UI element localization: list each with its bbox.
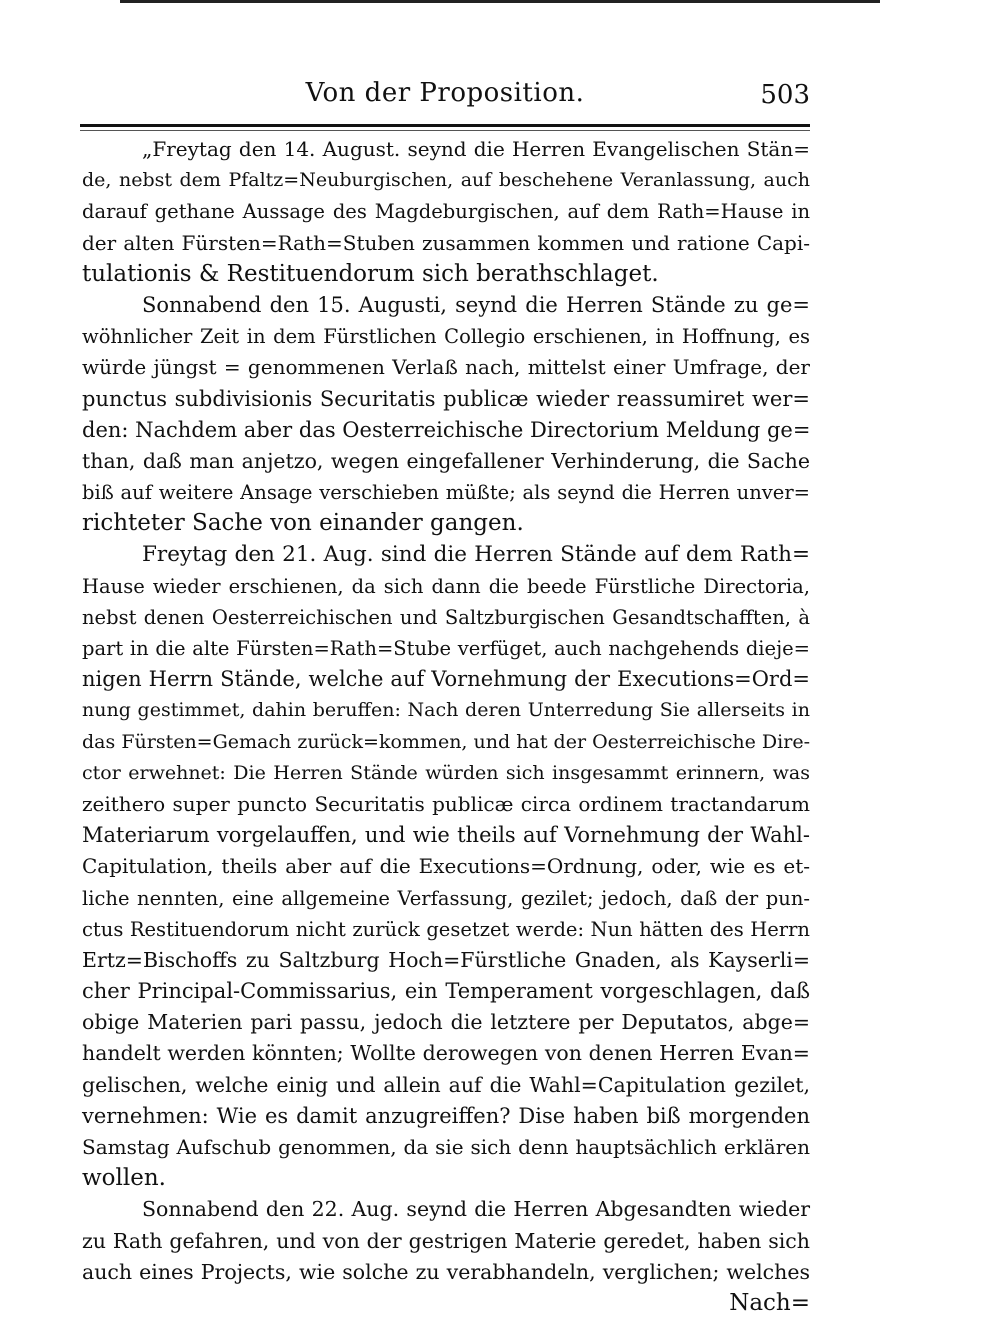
text-line: ctor erwehnet: Die Herren Stände würden sich insgesammt erinnern, was	[82, 761, 810, 784]
text-line: nung gestimmet, dahin beruffen: Nach deren Unterredung Sie allerseits in	[82, 699, 810, 722]
text-line: obige Materien pari passu, jedoch die letztere per Deputatos, abge=	[82, 1010, 810, 1035]
running-title: Von der Proposition.	[305, 78, 585, 108]
text-line: der alten Fürsten=Rath=Stuben zusammen kommen und ratione Capi-	[82, 230, 810, 255]
text-line: tulationis & Restituendorum sich berathschlaget.	[82, 260, 659, 287]
text-line: biß auf weitere Ansage verschieben müßte; als seynd die Herren unver=	[82, 481, 810, 505]
page-header	[80, 76, 810, 120]
text-line: den: Nachdem aber das Oesterreichische Directorium Meldung ge=	[82, 417, 811, 442]
text-line: Sonnabend den 15. Augusti, seynd die Herren Stände zu ge=	[142, 292, 810, 317]
header-rule	[80, 124, 810, 127]
page-number: 503	[760, 80, 810, 110]
body-text	[82, 134, 810, 1319]
text-line: das Fürsten=Gemach zurück=kommen, und hat der Oesterreichische Dire-	[82, 730, 810, 753]
text-line: liche nennten, eine allgemeine Verfassung, gezilet; jedoch, daß der pun-	[82, 886, 810, 910]
text-line: Ertz=Bischoffs zu Saltzburg Hoch=Fürstliche Gnaden, als Kayserli=	[82, 947, 810, 972]
text-line: Samstag Aufschub genommen, da sie sich denn hauptsächlich erklären	[82, 1135, 810, 1159]
text-line: Freytag den 21. Aug. sind die Herren Stände auf dem Rath=	[142, 542, 810, 568]
text-line: nigen Herrn Stände, welche auf Vornehmung der Executions=Ord=	[82, 667, 810, 692]
text-line: würde jüngst = genommenen Verlaß nach, mittelst einer Umfrage, der	[82, 355, 810, 380]
text-line: punctus subdivisionis Securitatis publicæ wieder reassumiret wer=	[82, 386, 810, 411]
text-line: Materiarum vorgelauffen, und wie theils auf Vornehmung der Wahl-	[82, 823, 810, 848]
text-line: nebst denen Oesterreichischen und Saltzburgischen Gesandtschafften, à	[82, 605, 810, 629]
text-line: part in die alte Fürsten=Rath=Stube verfüget, auch nachgehends dieje=	[82, 637, 810, 660]
text-line: zeithero super puncto Securitatis publicæ circa ordinem tractandarum	[82, 791, 810, 816]
text-line: Capitulation, theils aber auf die Executions=Ordnung, oder, wie es et-	[82, 854, 810, 879]
header-rule-thin	[80, 130, 810, 131]
top-edge-rule	[120, 0, 880, 3]
text-line: wöhnlicher Zeit in dem Fürstlichen Collegio erschienen, in Hoffnung, es	[82, 325, 810, 349]
text-line: darauf gethane Aussage des Magdeburgischen, auf dem Rath=Hause in	[82, 200, 810, 224]
text-line: ctus Restituendorum nicht zurück gesetzet werde: Nun hätten des Herrn	[82, 917, 810, 941]
text-line: vernehmen: Wie es damit anzugreiffen? Dise haben biß morgenden	[82, 1103, 810, 1128]
text-line: handelt werden könnten; Wollte derowegen von denen Herren Evan=	[82, 1041, 810, 1066]
text-line: than, daß man anjetzo, wegen eingefallener Verhinderung, die Sache	[82, 448, 810, 473]
text-line: Nach=	[729, 1289, 810, 1316]
text-line: zu Rath gefahren, und von der gestrigen Materie geredet, haben sich	[82, 1228, 810, 1253]
text-line: „Freytag den 14. August. seynd die Herren Evangelischen Stän=	[142, 137, 810, 161]
text-line: cher Principal-Commissarius, ein Temperament vorgeschlagen, daß	[82, 979, 810, 1004]
text-line: gelischen, welche einig und allein auf die Wahl=Capitulation gezilet,	[82, 1072, 810, 1097]
text-line: wollen.	[82, 1165, 166, 1192]
text-line: Hause wieder erschienen, da sich dann die beede Fürstliche Directoria,	[82, 574, 810, 598]
text-line: de, nebst dem Pfaltz=Neuburgischen, auf beschehene Veranlassung, auch	[82, 169, 810, 192]
text-line: richteter Sache von einander gangen.	[82, 510, 524, 537]
text-line: auch eines Projects, wie solche zu verabhandeln, verglichen; welches	[82, 1259, 810, 1284]
text-line: Sonnabend den 22. Aug. seynd die Herren Abgesandten wieder	[142, 1197, 810, 1222]
